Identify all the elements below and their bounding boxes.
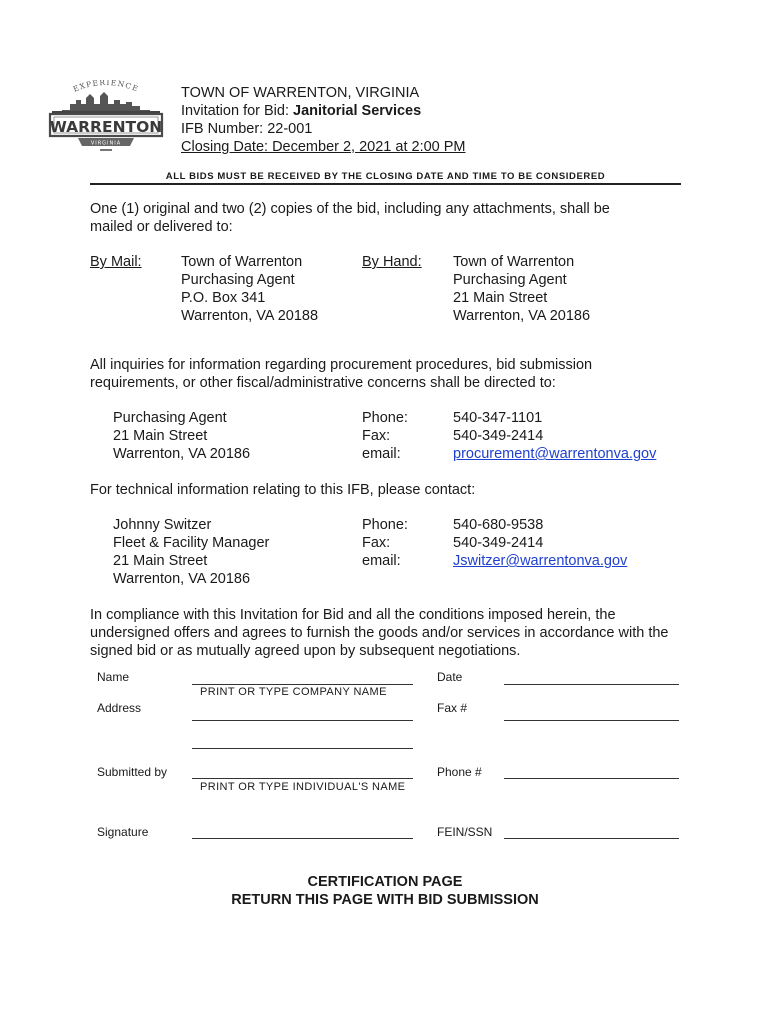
phone-value: 540-347-1101 bbox=[453, 410, 543, 426]
address-line: Purchasing Agent bbox=[181, 272, 295, 288]
document-header bbox=[181, 84, 466, 156]
ifb-title bbox=[181, 102, 466, 120]
address-line: Warrenton, VA 20186 bbox=[453, 308, 591, 324]
copies-paragraph: One (1) original and two (2) copies of the bid, including any attachments, shall be mailed or delivered to: bbox=[90, 201, 610, 235]
compliance-paragraph: In compliance with this Invitation for Bid and all the conditions imposed herein, the undersigned offers and agrees to furnish the goods and/or services in accordance with the signed bid or as mutually agreed upon by subsequent negotiations. bbox=[90, 607, 669, 659]
by-hand-label: By Hand: bbox=[362, 254, 422, 270]
name-label: Name bbox=[97, 670, 130, 684]
purchasing-email-link[interactable]: procurement@warrentonva.gov bbox=[453, 446, 657, 462]
ifb-label: Invitation for Bid: bbox=[181, 103, 289, 119]
email-label: email: bbox=[362, 446, 401, 462]
notice-text: ALL BIDS MUST BE RECEIVED BY THE CLOSING DATE AND TIME TO BE CONSIDERED bbox=[165, 171, 606, 182]
fax-label: Fax: bbox=[362, 428, 391, 444]
purchasing-contact-values bbox=[453, 409, 656, 463]
address-line: Warrenton, VA 20186 bbox=[113, 446, 251, 462]
return-instruction: RETURN THIS PAGE WITH BID SUBMISSION bbox=[231, 892, 539, 908]
fax-label: Fax # bbox=[437, 701, 468, 715]
warrenton-logo bbox=[48, 80, 164, 156]
phone-label: Phone: bbox=[362, 410, 408, 426]
ifb-value: Janitorial Services bbox=[293, 103, 422, 119]
logo-sub: VIRGINIA bbox=[90, 140, 122, 147]
address-line: Warrenton, VA 20186 bbox=[113, 571, 251, 587]
phone-line[interactable] bbox=[504, 778, 679, 779]
logo-name: WARRENTON bbox=[49, 118, 163, 136]
contact-name: Johnny Switzer bbox=[113, 517, 212, 533]
phone-label: Phone: bbox=[362, 517, 408, 533]
email-label: email: bbox=[362, 553, 401, 569]
svg-text:EXPERIENCE bbox=[72, 80, 140, 94]
ifb-number: IFB Number: 22-001 bbox=[181, 121, 313, 137]
submitted-by-line[interactable] bbox=[192, 778, 413, 779]
individual-name-caption: PRINT OR TYPE INDIVIDUAL'S NAME bbox=[200, 781, 406, 793]
logo-arch-text: EXPERIENCE bbox=[71, 80, 141, 94]
fax-value: 540-349-2414 bbox=[453, 428, 544, 444]
address-line: Town of Warrenton bbox=[453, 254, 575, 270]
technical-paragraph: For technical information relating to this IFB, please contact: bbox=[90, 482, 476, 498]
certification-title: CERTIFICATION PAGE bbox=[307, 874, 463, 890]
address-line-1[interactable] bbox=[192, 720, 413, 721]
by-mail-address bbox=[181, 253, 318, 325]
by-mail-label: By Mail: bbox=[90, 254, 142, 270]
purchasing-address bbox=[113, 409, 250, 463]
address-line: Purchasing Agent bbox=[113, 410, 227, 426]
address-line: Town of Warrenton bbox=[181, 254, 303, 270]
address-line-2[interactable] bbox=[192, 748, 413, 749]
address-line: Purchasing Agent bbox=[453, 272, 567, 288]
phone-label: Phone # bbox=[437, 765, 482, 779]
town-title: TOWN OF WARRENTON, VIRGINIA bbox=[181, 85, 420, 101]
signature-line[interactable] bbox=[192, 838, 413, 839]
address-line: 21 Main Street bbox=[113, 428, 208, 444]
fein-line[interactable] bbox=[504, 838, 679, 839]
signature-label: Signature bbox=[97, 825, 149, 839]
address-line: 21 Main Street bbox=[453, 290, 548, 306]
technical-contact-labels bbox=[362, 516, 408, 570]
technical-address bbox=[113, 516, 269, 588]
technical-email-link[interactable]: Jswitzer@warrentonva.gov bbox=[453, 553, 628, 569]
address-line: 21 Main Street bbox=[113, 553, 208, 569]
notice-rule bbox=[90, 183, 681, 185]
inquiries-paragraph: All inquiries for information regarding procurement procedures, bid submission requirements, or other fiscal/administrative concerns shall be directed to: bbox=[90, 357, 593, 391]
company-name-caption: PRINT OR TYPE COMPANY NAME bbox=[200, 686, 387, 698]
address-line: P.O. Box 341 bbox=[181, 290, 266, 306]
technical-contact-values bbox=[453, 516, 627, 570]
fax-line[interactable] bbox=[504, 720, 679, 721]
closing-date: Closing Date: December 2, 2021 at 2:00 PM bbox=[181, 139, 466, 155]
date-line[interactable] bbox=[504, 684, 679, 685]
fax-label: Fax: bbox=[362, 535, 391, 551]
submitted-by-label: Submitted by bbox=[97, 765, 168, 779]
by-hand-address bbox=[453, 253, 590, 325]
purchasing-contact-labels bbox=[362, 409, 408, 463]
address-label: Address bbox=[97, 701, 142, 715]
phone-value: 540-680-9538 bbox=[453, 517, 544, 533]
date-label: Date bbox=[437, 670, 463, 684]
address-line: Warrenton, VA 20188 bbox=[181, 308, 319, 324]
fein-label: FEIN/SSN bbox=[437, 825, 493, 839]
fax-value: 540-349-2414 bbox=[453, 535, 544, 551]
contact-title: Fleet & Facility Manager bbox=[113, 535, 270, 551]
